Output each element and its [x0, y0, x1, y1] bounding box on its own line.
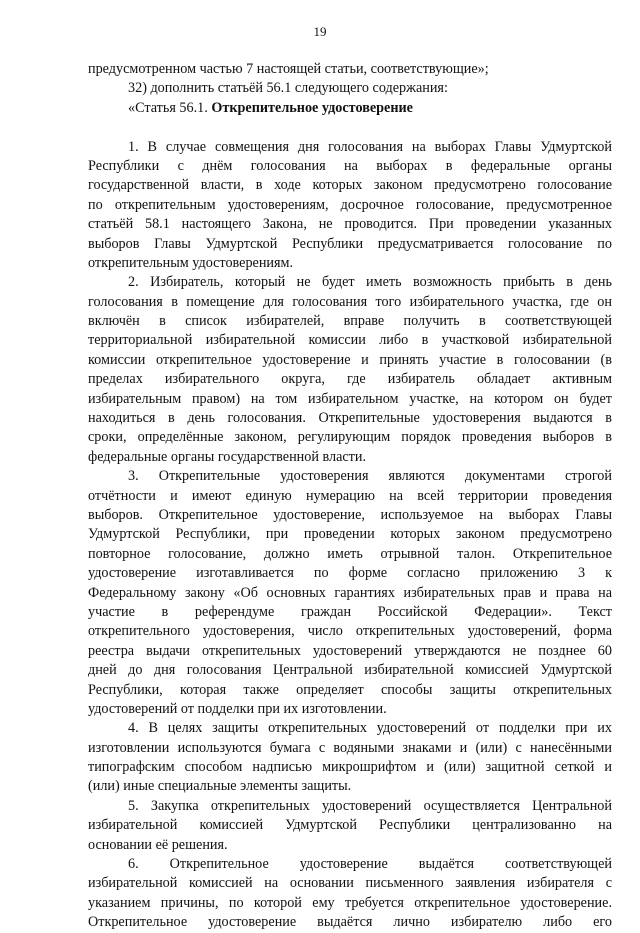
- text-line: включён в список избирателей, вправе получить в соответствующей: [88, 313, 612, 330]
- text-line: находиться в день голосования. Открепительные удостоверения выдаются в: [88, 410, 612, 427]
- text-line: комиссии открепительное удостоверение и принять участие в голосовании (в: [88, 351, 612, 368]
- text-line: Республики, которая также определяет способы защиты открепительных: [88, 681, 612, 698]
- text-line: выборов Главы Удмуртской Республики предусматривается голосование по: [88, 235, 612, 252]
- text-line: избирательным правом) на том избирательном участке, на котором он будет: [88, 390, 612, 407]
- text-line: 2. Избиратель, который не будет иметь возможность прибыть в день: [128, 274, 612, 291]
- article-text: [88, 138, 612, 933]
- text-line: голосования в помещение для голосования того избирательного участка, где он: [88, 293, 612, 310]
- blank-line: [88, 118, 612, 137]
- article-prefix: «Статья 56.1.: [128, 99, 212, 116]
- text-line: Открепительное удостоверение выдаётся лично избирателю либо его: [88, 914, 612, 931]
- text-line: 6. Открепительное удостоверение выдаётся соответствующей: [128, 856, 612, 873]
- text-line: Удмуртской Республики, при проведении которых законом предусмотрено: [88, 526, 612, 543]
- text-line: открепительного удостоверения, число открепительных удостоверений, форма: [88, 623, 612, 640]
- text-line: федеральные органы государственной власти.: [88, 448, 367, 465]
- text-line: государственной власти, в ходе которых законом предусмотрено голосование: [88, 177, 612, 194]
- text-line: предусмотренном частью 7 настоящей статьи, соответствующие»;: [88, 61, 489, 77]
- article-heading: [88, 99, 612, 118]
- text-line: избирательной комиссией Удмуртской Республики централизованно на: [88, 817, 612, 834]
- text-line: повторное голосование, должно иметь отрывной талон. Открепительное: [88, 545, 612, 562]
- text-line: Федеральному закону «Об основных гарантиях избирательных прав и права на: [88, 584, 612, 601]
- text-line: 4. В целях защиты открепительных удостоверений от подделки при их: [128, 720, 612, 737]
- document-body: [88, 60, 612, 933]
- text-line: выборов. Открепительное удостоверение, используемое на выборах Главы: [88, 506, 612, 523]
- text-line: изготовлении используются бумага с водяными знаками и (или) с нанесёнными: [88, 739, 612, 756]
- text-line: участие в референдуме граждан Российской Федерации». Текст: [88, 603, 612, 620]
- text-line: 32) дополнить статьёй 56.1 следующего содержания:: [128, 80, 448, 97]
- text-line: (или) иные специальные элементы защиты.: [88, 778, 352, 795]
- text-line: открепительным удостоверениям.: [88, 254, 294, 271]
- text-line: избирательной комиссией на основании письменного заявления избирателя с: [88, 875, 612, 892]
- text-line: удостоверение изготавливается по форме согласно приложению 3 к: [88, 565, 612, 582]
- text-line: статьёй 58.1 настоящего Закона, не проводится. При проведении указанных: [88, 216, 612, 233]
- text-line: основании её решения.: [88, 836, 228, 853]
- article-title: Открепительное удостоверение: [211, 99, 413, 116]
- text-line: территориальной избирательной комиссии либо в участковой избирательной: [88, 332, 612, 349]
- text-line: 5. Закупка открепительных удостоверений осуществляется Центральной: [128, 797, 612, 814]
- text-line: указанием причины, по которой ему требуется открепительное удостоверение.: [88, 894, 612, 911]
- text-line: отчётности и имеют единую нумерацию на всей территории проведения: [88, 487, 612, 504]
- page-number: 19: [313, 24, 327, 39]
- text-line: 3. Открепительные удостоверения являются документами строгой: [128, 468, 612, 485]
- text-line: 1. В случае совмещения дня голосования на выборах Главы Удмуртской: [128, 138, 612, 155]
- text-line: сроки, определённые законом, регулирующим порядок проведения выборов в: [88, 429, 612, 446]
- text-line: типографским способом надписью микрошрифтом и (или) защитной сеткой и: [88, 759, 612, 776]
- text-line: удостоверений от подделки при их изготовлении.: [88, 700, 387, 717]
- text-line: дней до дня голосования Центральной избирательной комиссией Удмуртской: [88, 662, 612, 679]
- text-line: реестра выдачи открепительных удостоверений утверждаются не позднее 60: [88, 642, 612, 659]
- text-line: по открепительным удостоверениям, досрочное голосование, предусмотренное: [88, 196, 612, 213]
- text-line: Республики с днём голосования на выборах в федеральные органы: [88, 157, 612, 174]
- text-line: пределах избирательного округа, где избиратель обладает активным: [88, 371, 612, 388]
